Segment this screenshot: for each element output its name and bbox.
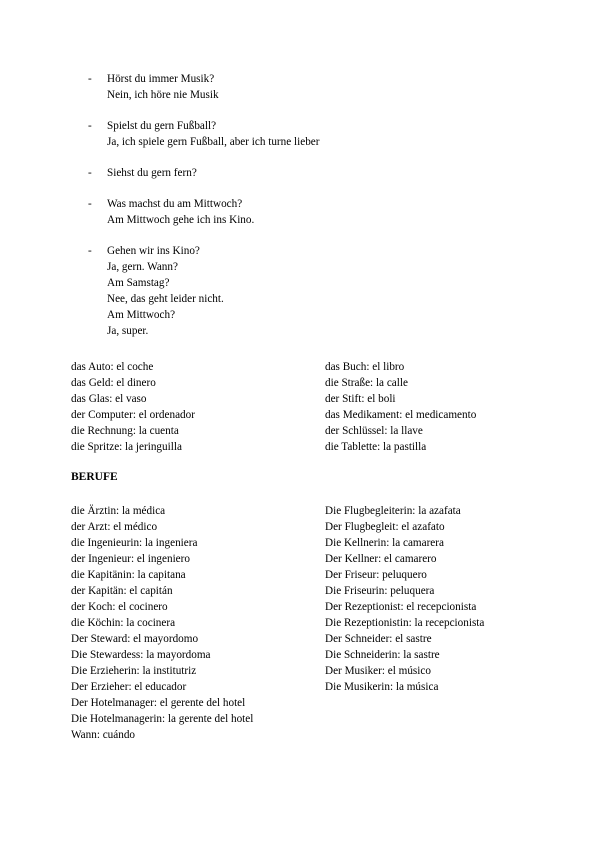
dialogue-line: Siehst du gern fern? <box>107 167 197 179</box>
vocab-entry: die Ingenieurin: la ingeniera <box>71 537 198 549</box>
vocab-entry: Wann: cuándo <box>71 729 136 741</box>
vocab-entry: der Stift: el boli <box>325 393 396 405</box>
vocab-entry: Die Rezeptionistin: la recepcionista <box>325 617 485 629</box>
dialogue-line: Ja, super. <box>107 325 149 337</box>
vocab-entry: der Kapitän: el capitán <box>71 585 173 597</box>
vocab-entry: der Arzt: el médico <box>71 521 158 533</box>
vocab-entry: Die Schneiderin: la sastre <box>325 649 440 661</box>
vocab-entry: die Ärztin: la médica <box>71 505 166 517</box>
vocab-entry: das Buch: el libro <box>325 361 405 373</box>
dialogue-line: Hörst du immer Musik? <box>107 73 215 85</box>
vocab-entry: Die Flugbegleiterin: la azafata <box>325 505 461 517</box>
vocab-entry: Der Steward: el mayordomo <box>71 633 199 645</box>
dialogue-item <box>88 165 528 181</box>
list-dash: - <box>88 245 92 257</box>
vocab-entry: der Koch: el cocinero <box>71 601 168 613</box>
vocab-entry: die Kapitänin: la capitana <box>71 569 186 581</box>
vocab-entry: Der Rezeptionist: el recepcionista <box>325 601 477 613</box>
dialogue-line: Ja, gern. Wann? <box>107 261 178 273</box>
vocab-entry: die Rechnung: la cuenta <box>71 425 179 437</box>
vocab-entry: die Spritze: la jeringuilla <box>71 441 182 453</box>
vocab-entry: Die Stewardess: la mayordoma <box>71 649 211 661</box>
list-dash: - <box>88 167 92 179</box>
dialogue-line: Nee, das geht leider nicht. <box>107 293 224 305</box>
vocab-entry: die Köchin: la cocinera <box>71 617 176 629</box>
dialogue-item <box>88 196 528 228</box>
vocab-entry: Die Musikerin: la música <box>325 681 439 693</box>
vocab-entry: Der Schneider: el sastre <box>325 633 432 645</box>
vocab-entry: Der Friseur: peluquero <box>325 569 427 581</box>
vocab-column-right <box>325 359 476 455</box>
berufe-column-right <box>325 503 484 695</box>
vocab-entry: das Medikament: el medicamento <box>325 409 477 421</box>
dialogue-list <box>88 71 528 354</box>
vocab-entry: Die Friseurin: peluquera <box>325 585 435 597</box>
dialogue-line: Nein, ich höre nie Musik <box>107 89 219 101</box>
dialogue-item <box>88 243 528 339</box>
dialogue-line: Am Mittwoch gehe ich ins Kino. <box>107 214 255 226</box>
vocab-entry: die Straße: la calle <box>325 377 408 389</box>
vocab-entry: Der Erzieher: el educador <box>71 681 187 693</box>
vocab-column-left <box>71 359 195 455</box>
vocab-entry: das Auto: el coche <box>71 361 154 373</box>
dialogue-line: Am Mittwoch? <box>107 309 176 321</box>
dialogue-line: Ja, ich spiele gern Fußball, aber ich turne lieber <box>107 136 320 148</box>
section-heading-berufe: BERUFE <box>71 471 118 483</box>
dialogue-line: Am Samstag? <box>107 277 170 289</box>
dialogue-item <box>88 71 528 103</box>
vocab-entry: Der Hotelmanager: el gerente del hotel <box>71 697 246 709</box>
vocab-entry: Die Hotelmanagerin: la gerente del hotel <box>71 713 254 725</box>
dialogue-item <box>88 118 528 150</box>
vocab-entry: die Tablette: la pastilla <box>325 441 427 453</box>
list-dash: - <box>88 198 92 210</box>
vocab-entry: Der Kellner: el camarero <box>325 553 437 565</box>
vocab-entry: Die Kellnerin: la camarera <box>325 537 444 549</box>
vocab-entry: Der Flugbegleit: el azafato <box>325 521 445 533</box>
list-dash: - <box>88 73 92 85</box>
list-dash: - <box>88 120 92 132</box>
vocab-entry: Der Musiker: el músico <box>325 665 431 677</box>
vocab-entry: das Glas: el vaso <box>71 393 147 405</box>
vocab-entry: Die Erzieherin: la institutriz <box>71 665 197 677</box>
vocab-entry: der Schlüssel: la llave <box>325 425 423 437</box>
berufe-column-left <box>71 503 253 743</box>
vocab-entry: der Ingenieur: el ingeniero <box>71 553 190 565</box>
vocab-entry: das Geld: el dinero <box>71 377 156 389</box>
dialogue-line: Gehen wir ins Kino? <box>107 245 200 257</box>
dialogue-line: Spielst du gern Fußball? <box>107 120 217 132</box>
dialogue-line: Was machst du am Mittwoch? <box>107 198 243 210</box>
vocab-entry: der Computer: el ordenador <box>71 409 195 421</box>
